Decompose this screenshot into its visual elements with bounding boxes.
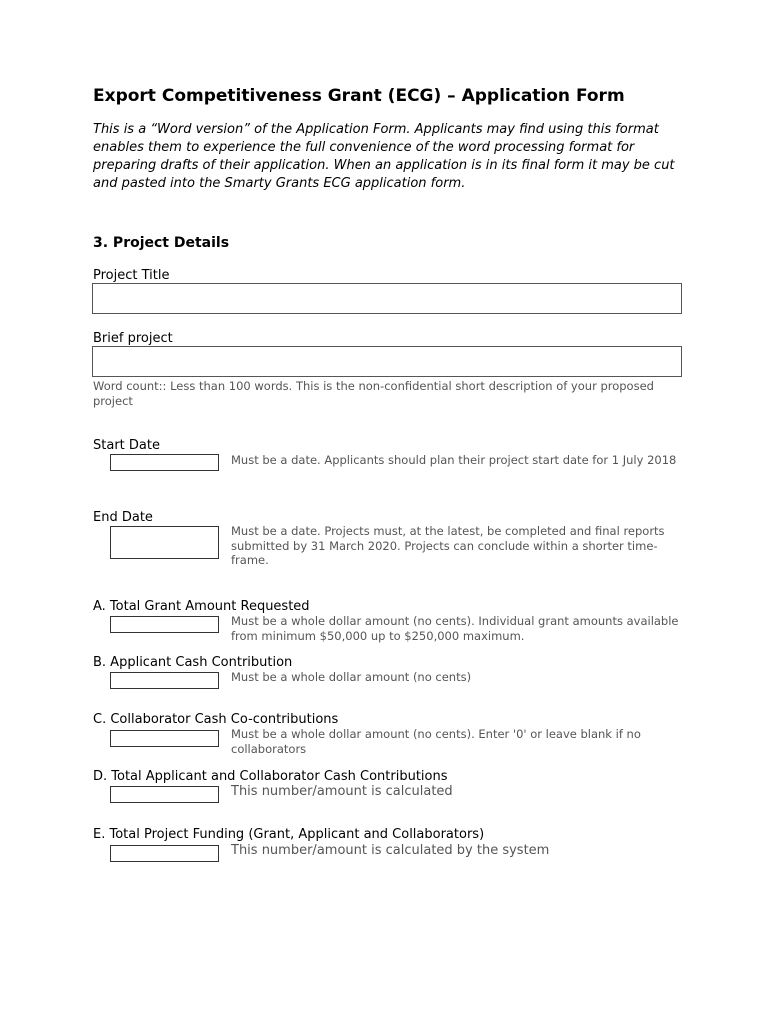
total-grant-input[interactable] xyxy=(110,616,219,633)
brief-project-input[interactable] xyxy=(92,346,682,377)
total-grant-label: A. Total Grant Amount Requested xyxy=(93,599,310,614)
total-cash-label: D. Total Applicant and Collaborator Cash Contributions xyxy=(93,769,448,784)
end-date-label: End Date xyxy=(93,510,153,525)
project-title-input[interactable] xyxy=(92,283,682,314)
total-funding-label: E. Total Project Funding (Grant, Applicant and Collaborators) xyxy=(93,827,485,842)
intro-paragraph: This is a “Word version” of the Application Form. Applicants may find using this format enables them to experience the full convenience of the word processing format for preparing drafts of their application. When an application is in its final form it may be cut and pasted into the Smarty Grants ECG application form. xyxy=(93,122,675,191)
total-funding-input[interactable] xyxy=(110,845,219,862)
applicant-cash-hint: Must be a whole dollar amount (no cents) xyxy=(231,670,472,684)
applicant-cash-input[interactable] xyxy=(110,672,219,689)
applicant-cash-label: B. Applicant Cash Contribution xyxy=(93,655,293,670)
section-heading: 3. Project Details xyxy=(93,235,230,251)
start-date-input[interactable] xyxy=(110,454,219,471)
brief-project-note: Word count:: Less than 100 words. This is the non-confidential short description of your proposed project xyxy=(93,379,654,408)
end-date-input[interactable] xyxy=(110,526,219,559)
collaborator-cash-input[interactable] xyxy=(110,730,219,747)
collaborator-cash-hint: Must be a whole dollar amount (no cents). Enter '0' or leave blank if no collaborators xyxy=(231,727,641,756)
start-date-label: Start Date xyxy=(93,438,160,453)
page-title: Export Competitiveness Grant (ECG) – Application Form xyxy=(93,86,625,106)
total-funding-hint: This number/amount is calculated by the system xyxy=(231,843,550,858)
start-date-hint: Must be a date. Applicants should plan their project start date for 1 July 2018 xyxy=(231,453,677,467)
collaborator-cash-label: C. Collaborator Cash Co-contributions xyxy=(93,712,339,727)
end-date-hint: Must be a date. Projects must, at the latest, be completed and final reports submitted by 31 March 2020. Projects can conclude within a shorter time-frame. xyxy=(231,524,665,567)
total-cash-hint: This number/amount is calculated xyxy=(231,784,453,799)
brief-project-label: Brief project xyxy=(93,331,173,346)
project-title-label: Project Title xyxy=(93,268,170,283)
total-cash-input[interactable] xyxy=(110,786,219,803)
total-grant-hint: Must be a whole dollar amount (no cents). Individual grant amounts available from minimum $50,000 up to $250,000 maximum. xyxy=(231,614,679,643)
